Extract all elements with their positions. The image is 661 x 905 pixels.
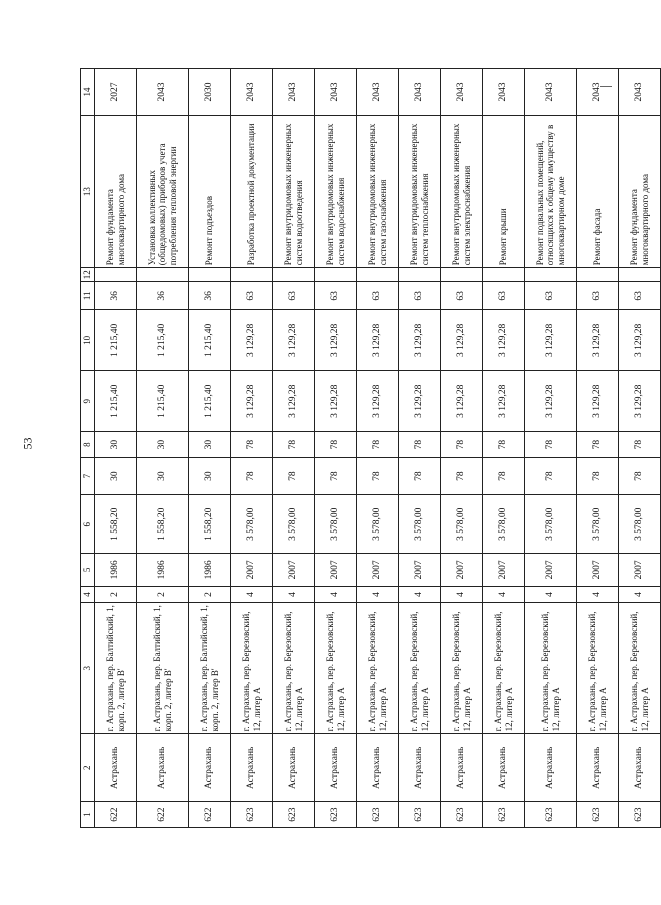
table-cell: 30	[95, 457, 137, 494]
table-cell: 3 129,28	[525, 310, 577, 371]
table-cell: 2007	[483, 553, 525, 586]
table-row	[137, 69, 189, 828]
table-cell: Астрахань	[357, 734, 399, 802]
table-cell: Астрахань	[577, 734, 619, 802]
column-number: 1	[81, 802, 95, 828]
table-cell: 2007	[357, 553, 399, 586]
table-cell: Ремонт внутридомовых инженерных систем водоснабжения	[315, 115, 357, 267]
table-cell: 3 578,00	[315, 495, 357, 554]
column-number: 4	[81, 586, 95, 602]
table-cell: 2043	[525, 69, 577, 116]
table-cell: 30	[189, 457, 231, 494]
table-cell: Астрахань	[315, 734, 357, 802]
table-cell: 3 129,28	[399, 310, 441, 371]
table-cell: 2043	[577, 69, 619, 116]
table-cell	[399, 268, 441, 282]
table-cell: 3 129,28	[619, 371, 661, 432]
table-cell: 2043	[399, 69, 441, 116]
table-cell: 78	[441, 432, 483, 458]
table-cell: 2043	[441, 69, 483, 116]
table-cell: 63	[273, 282, 315, 310]
table-cell: 2043	[231, 69, 273, 116]
table-cell: 2007	[441, 553, 483, 586]
table-cell: 3 129,28	[315, 310, 357, 371]
table-cell: г. Астрахань, пер. Березовский, 12, литер А	[525, 603, 577, 734]
table-cell: 78	[619, 457, 661, 494]
table-row	[315, 69, 357, 828]
table-cell: Астрахань	[525, 734, 577, 802]
table-cell: 3 129,28	[483, 310, 525, 371]
table-cell: 78	[619, 432, 661, 458]
table-cell: 78	[399, 457, 441, 494]
page-number: 53	[20, 437, 35, 450]
table-cell: 78	[441, 457, 483, 494]
table-cell: 1986	[137, 553, 189, 586]
table-cell: 2043	[483, 69, 525, 116]
table-cell: 78	[483, 432, 525, 458]
table-row	[273, 69, 315, 828]
table-cell: 2007	[619, 553, 661, 586]
table-row	[231, 69, 273, 828]
table-cell: 2	[189, 586, 231, 602]
table-cell: 3 129,28	[441, 310, 483, 371]
table-cell: 1986	[95, 553, 137, 586]
table-cell: 3 578,00	[231, 495, 273, 554]
table-row	[483, 69, 525, 828]
table-cell: 4	[441, 586, 483, 602]
column-number: 12	[81, 268, 95, 282]
table-cell: г. Астрахань, пер. Березовский, 12, литер А	[231, 603, 273, 734]
table-cell: 63	[619, 282, 661, 310]
table-cell: 78	[315, 457, 357, 494]
table-row	[619, 69, 661, 828]
table-cell: Ремонт внутридомовых инженерных систем водоотведения	[273, 115, 315, 267]
table-cell: 4	[273, 586, 315, 602]
table-cell: 622	[137, 802, 189, 828]
table-cell: 78	[357, 457, 399, 494]
table-container	[80, 68, 650, 828]
table-cell: 3 578,00	[273, 495, 315, 554]
table-cell: Астрахань	[137, 734, 189, 802]
table-cell: Астрахань	[399, 734, 441, 802]
table-cell: 78	[577, 432, 619, 458]
table-cell: 3 129,28	[525, 371, 577, 432]
table-cell: 4	[399, 586, 441, 602]
table-cell: 78	[231, 432, 273, 458]
capital-repair-table	[80, 68, 661, 828]
column-number: 8	[81, 432, 95, 458]
table-cell: 1 215,40	[137, 371, 189, 432]
table-cell: Астрахань	[483, 734, 525, 802]
table-header-row	[81, 69, 95, 828]
table-cell: 622	[95, 802, 137, 828]
table-cell: 78	[315, 432, 357, 458]
table-cell	[315, 268, 357, 282]
table-cell: 30	[189, 432, 231, 458]
table-cell	[619, 268, 661, 282]
table-cell: 2007	[399, 553, 441, 586]
table-cell: 30	[137, 457, 189, 494]
column-number: 3	[81, 603, 95, 734]
table-cell: 63	[483, 282, 525, 310]
table-cell: 3 129,28	[357, 371, 399, 432]
table-cell: 623	[577, 802, 619, 828]
table-cell: 78	[525, 457, 577, 494]
table-cell	[357, 268, 399, 282]
table-cell: 1 215,40	[95, 310, 137, 371]
table-cell: г. Астрахань, пер. Березовский, 12, литер А	[577, 603, 619, 734]
table-cell: 3 578,00	[483, 495, 525, 554]
table-cell: 2007	[273, 553, 315, 586]
table-cell: Установка коллективных (общедомовых) приборов учета потребления тепловой энергии	[137, 115, 189, 267]
table-cell	[483, 268, 525, 282]
table-cell: 2007	[231, 553, 273, 586]
table-cell: 3 129,28	[441, 371, 483, 432]
table-cell: 4	[619, 586, 661, 602]
table-cell	[189, 268, 231, 282]
table-cell: 4	[231, 586, 273, 602]
table-cell: 3 129,28	[619, 310, 661, 371]
table-cell: 63	[315, 282, 357, 310]
table-cell: г. Астрахань, пер. Березовский, 12, литер А	[483, 603, 525, 734]
table-cell: 1 558,20	[189, 495, 231, 554]
table-cell: 78	[273, 432, 315, 458]
table-cell: 2007	[315, 553, 357, 586]
table-cell: 3 129,28	[483, 371, 525, 432]
table-cell	[441, 268, 483, 282]
table-cell: 63	[525, 282, 577, 310]
table-row	[525, 69, 577, 828]
table-cell: 1 215,40	[137, 310, 189, 371]
table-cell: г. Астрахань, пер. Березовский, 12, литер А	[357, 603, 399, 734]
column-number: 2	[81, 734, 95, 802]
column-number: 14	[81, 69, 95, 116]
table-cell: 2027	[95, 69, 137, 116]
table-cell	[95, 268, 137, 282]
table-cell: 1986	[189, 553, 231, 586]
table-cell: Ремонт внутридомовых инженерных систем газоснабжения	[357, 115, 399, 267]
table-cell: Астрахань	[441, 734, 483, 802]
table-cell: 623	[273, 802, 315, 828]
table-cell	[525, 268, 577, 282]
table-cell: 623	[231, 802, 273, 828]
table-cell: Астрахань	[189, 734, 231, 802]
table-cell	[231, 268, 273, 282]
table-cell: Ремонт подъездов	[189, 115, 231, 267]
table-cell: 1 215,40	[189, 310, 231, 371]
table-cell: 63	[399, 282, 441, 310]
table-cell: 63	[357, 282, 399, 310]
table-cell: 1 558,20	[137, 495, 189, 554]
table-cell: 2043	[315, 69, 357, 116]
table-cell: 623	[441, 802, 483, 828]
table-cell: 1 558,20	[95, 495, 137, 554]
table-cell: 78	[577, 457, 619, 494]
table-cell: 623	[399, 802, 441, 828]
table-cell: 3 129,28	[399, 371, 441, 432]
table-cell: Ремонт внутридомовых инженерных систем теплоснабжения	[399, 115, 441, 267]
table-cell: 1 215,40	[189, 371, 231, 432]
table-cell: 3 129,28	[315, 371, 357, 432]
table-cell: 3 578,00	[619, 495, 661, 554]
table-cell: Ремонт внутридомовых инженерных систем электроснабжения	[441, 115, 483, 267]
table-cell: 30	[95, 432, 137, 458]
table-cell: 63	[441, 282, 483, 310]
table-cell: 3 578,00	[441, 495, 483, 554]
table-cell	[273, 268, 315, 282]
table-cell: 623	[357, 802, 399, 828]
table-cell: Астрахань	[273, 734, 315, 802]
table-cell: Астрахань	[95, 734, 137, 802]
table-cell: 3 129,28	[577, 371, 619, 432]
table-cell: Разработка проектной документации	[231, 115, 273, 267]
column-number: 5	[81, 553, 95, 586]
table-cell: 1 215,40	[95, 371, 137, 432]
table-cell: 63	[231, 282, 273, 310]
table-cell: 622	[189, 802, 231, 828]
table-cell: г. Астрахань, пер. Балтийский, 1, корп. 2, литер В'	[137, 603, 189, 734]
table-cell: 36	[95, 282, 137, 310]
table-cell: 78	[273, 457, 315, 494]
table-cell: 2007	[525, 553, 577, 586]
table-cell: 78	[483, 457, 525, 494]
table-cell: Ремонт фасада	[577, 115, 619, 267]
table-cell: 3 578,00	[399, 495, 441, 554]
table-cell: 3 129,28	[577, 310, 619, 371]
table-cell: 2007	[577, 553, 619, 586]
table-cell: Астрахань	[619, 734, 661, 802]
table-cell: 36	[137, 282, 189, 310]
table-cell: Астрахань	[231, 734, 273, 802]
table-cell: 3 129,28	[273, 310, 315, 371]
table-cell: г. Астрахань, пер. Березовский, 12, литер А	[273, 603, 315, 734]
table-cell: г. Астрахань, пер. Балтийский, 1, корп. 2, литер В'	[95, 603, 137, 734]
table-cell: 4	[315, 586, 357, 602]
table-cell: 623	[619, 802, 661, 828]
table-cell: 36	[189, 282, 231, 310]
table-cell	[137, 268, 189, 282]
column-number: 13	[81, 115, 95, 267]
table-cell: 4	[483, 586, 525, 602]
table-cell: Ремонт крыши	[483, 115, 525, 267]
table-cell: г. Астрахань, пер. Березовский, 12, литер А	[441, 603, 483, 734]
table-row	[399, 69, 441, 828]
table-cell: 3 578,00	[357, 495, 399, 554]
table-cell: 2	[137, 586, 189, 602]
table-cell: 623	[483, 802, 525, 828]
table-row	[95, 69, 137, 828]
table-row	[577, 69, 619, 828]
table-cell: 2043	[137, 69, 189, 116]
table-cell: Ремонт фундамента многоквартирного дома	[619, 115, 661, 267]
table-cell: 63	[577, 282, 619, 310]
table-cell: 2043	[619, 69, 661, 116]
table-cell: 4	[357, 586, 399, 602]
table-cell: 3 129,28	[357, 310, 399, 371]
table-cell	[577, 268, 619, 282]
table-row	[357, 69, 399, 828]
column-number: 11	[81, 282, 95, 310]
table-cell: 78	[231, 457, 273, 494]
table-cell: 4	[577, 586, 619, 602]
table-cell: г. Астрахань, пер. Березовский, 12, литер А	[619, 603, 661, 734]
table-cell: 623	[525, 802, 577, 828]
table-cell: 3 578,00	[525, 495, 577, 554]
table-cell: 2	[95, 586, 137, 602]
table-cell: 78	[399, 432, 441, 458]
table-cell: 2043	[357, 69, 399, 116]
table-cell: 3 578,00	[577, 495, 619, 554]
column-number: 6	[81, 495, 95, 554]
table-cell: г. Астрахань, пер. Березовский, 12, литер А	[399, 603, 441, 734]
table-cell: Ремонт подвальных помещений, относящихся к общему имуществу в многоквартирном доме	[525, 115, 577, 267]
table-cell: 2030	[189, 69, 231, 116]
column-number: 9	[81, 371, 95, 432]
table-cell: Ремонт фундамента многоквартирного дома	[95, 115, 137, 267]
table-cell: г. Астрахань, пер. Балтийский, 1, корп. 2, литер В'	[189, 603, 231, 734]
table-cell: 78	[525, 432, 577, 458]
table-cell: 3 129,28	[231, 371, 273, 432]
column-number: 7	[81, 457, 95, 494]
table-cell: 30	[137, 432, 189, 458]
table-cell: 4	[525, 586, 577, 602]
table-row	[189, 69, 231, 828]
table-cell: 3 129,28	[231, 310, 273, 371]
table-cell: 3 129,28	[273, 371, 315, 432]
table-cell: 623	[315, 802, 357, 828]
table-cell: г. Астрахань, пер. Березовский, 12, литер А	[315, 603, 357, 734]
table-cell: 78	[357, 432, 399, 458]
table-row	[441, 69, 483, 828]
column-number: 10	[81, 310, 95, 371]
table-cell: 2043	[273, 69, 315, 116]
